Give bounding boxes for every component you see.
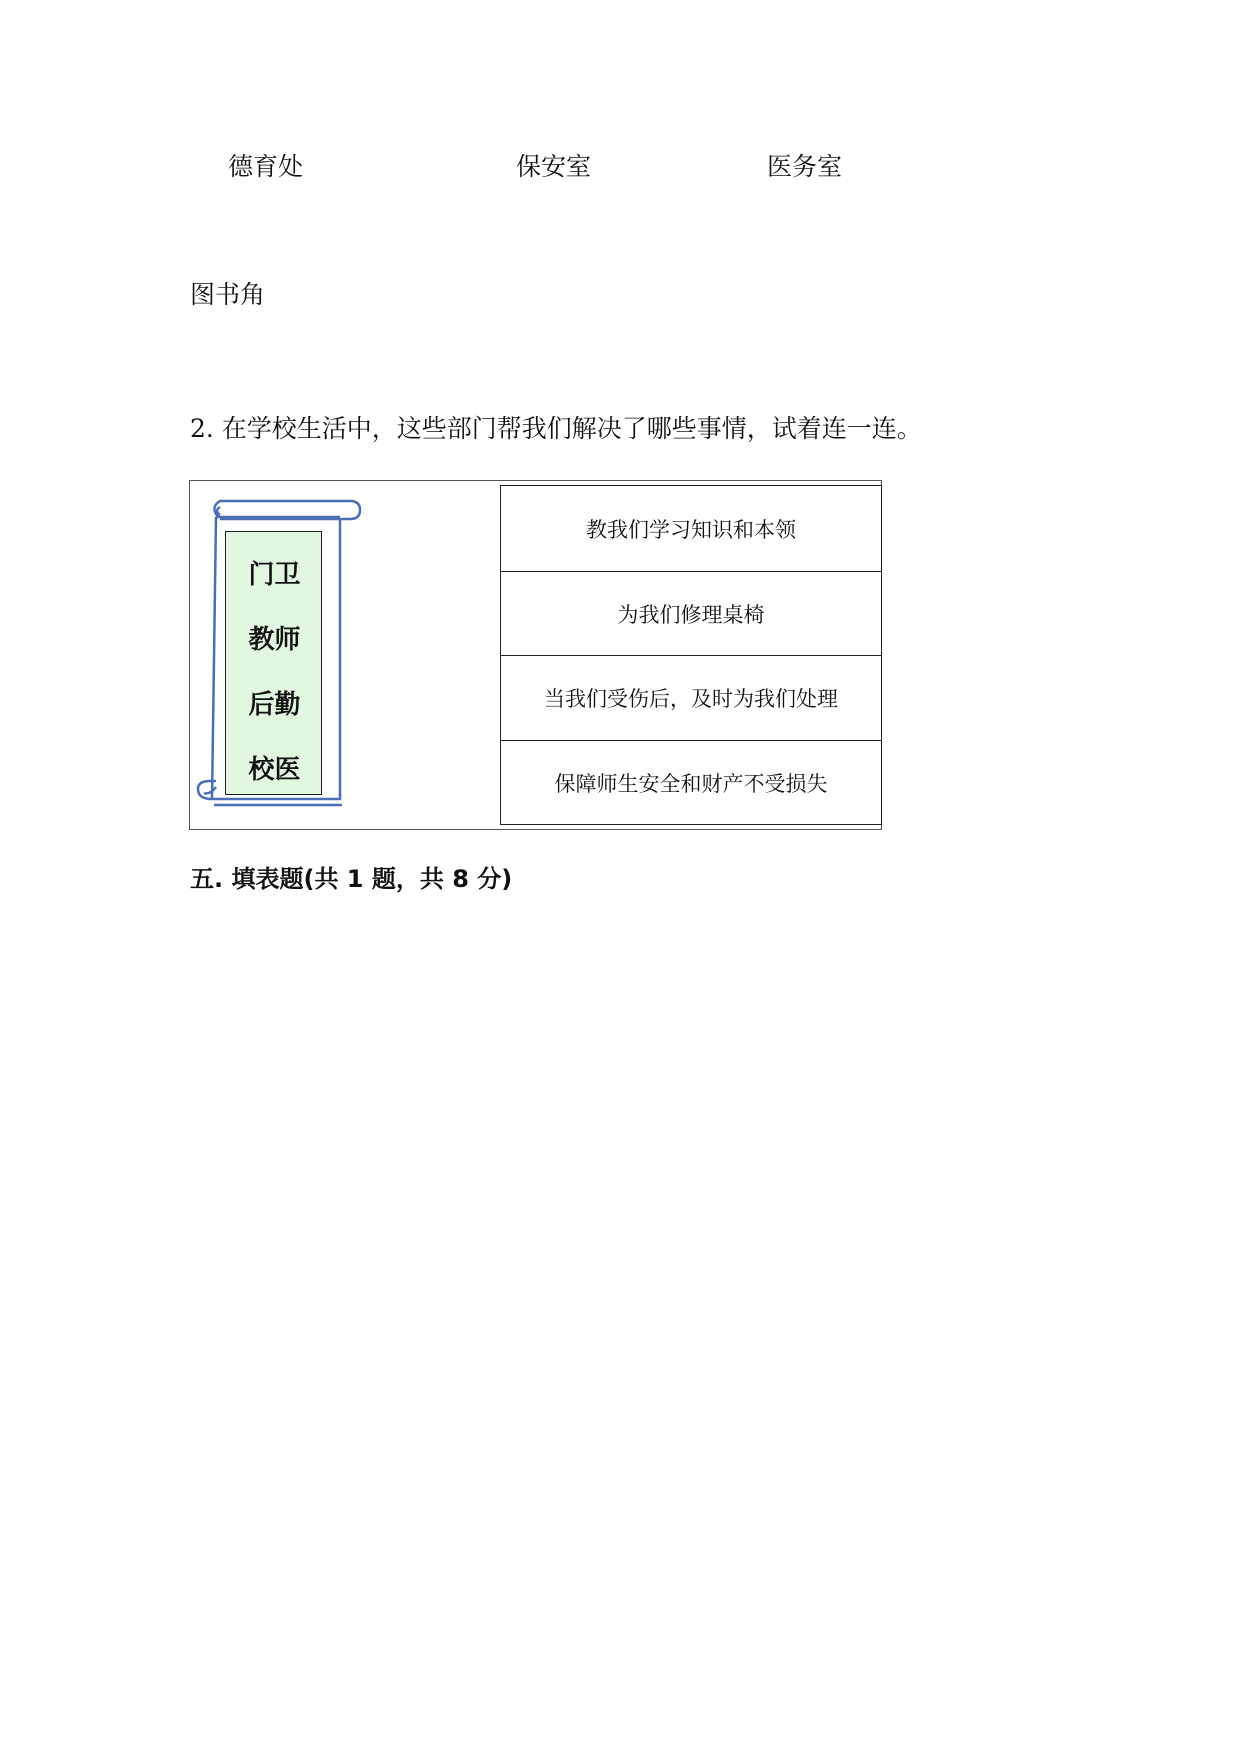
scroll-inner-panel xyxy=(225,531,322,795)
option-baoanshi: 保安室 xyxy=(516,152,592,181)
role-mendui: 门卫 xyxy=(248,560,301,590)
role-xiaoyi: 校医 xyxy=(248,755,301,785)
matching-figure xyxy=(189,480,882,830)
option-yiwushi: 医务室 xyxy=(767,152,843,181)
role-houqin: 后勤 xyxy=(248,690,301,720)
option-tushujiao: 图书角 xyxy=(190,280,266,309)
question-2: 2. 在学校生活中，这些部门帮我们解决了哪些事情，试着连一连。 xyxy=(190,414,922,443)
role-jiaoshi: 教师 xyxy=(248,625,301,655)
description-table xyxy=(500,485,882,825)
option-deyuchu: 德育处 xyxy=(228,152,304,181)
description-cell: 当我们受伤后，及时为我们处理 xyxy=(501,655,881,740)
description-cell: 保障师生安全和财产不受损失 xyxy=(501,740,881,824)
section-heading: 五. 填表题(共 1 题，共 8 分) xyxy=(190,865,513,893)
description-cell: 为我们修理桌椅 xyxy=(501,571,881,655)
description-cell: 教我们学习知识和本领 xyxy=(586,517,796,542)
